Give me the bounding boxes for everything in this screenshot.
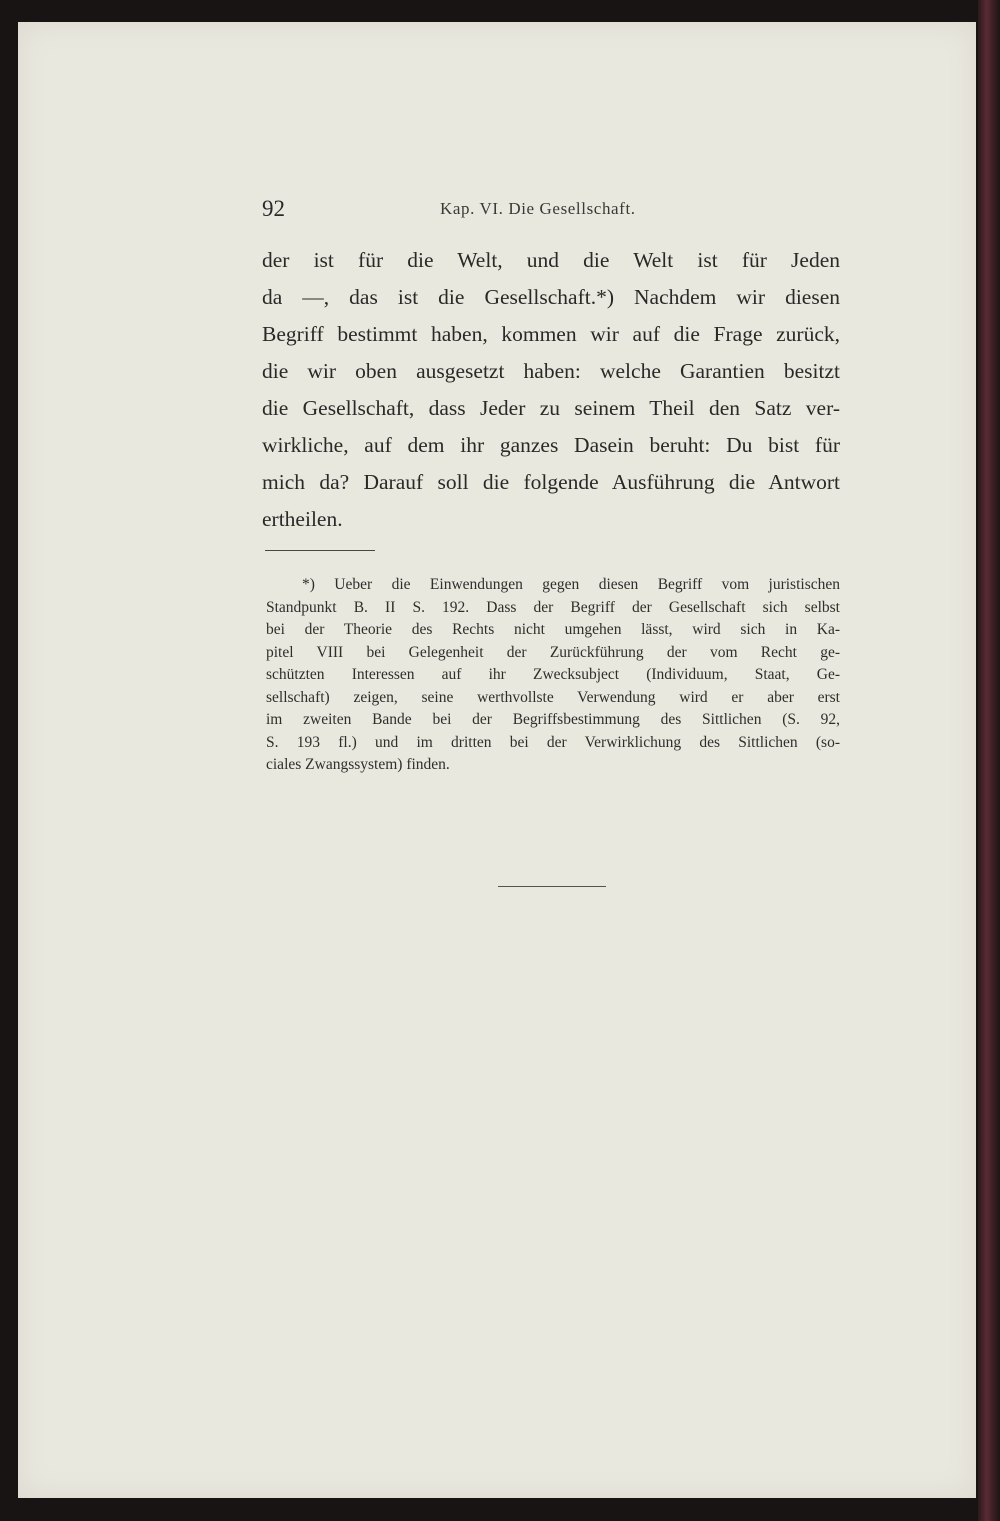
- footnote-line: ciales Zwangssystem) finden.: [266, 756, 450, 773]
- footnote: [266, 574, 840, 777]
- body-line: die Gesellschaft, dass Jeder zu seinem Theil den Satz ver-: [262, 396, 840, 420]
- body-line: wirkliche, auf dem ihr ganzes Dasein beruht: Du bist für: [262, 433, 840, 457]
- body-line: da —, das ist die Gesellschaft.*) Nachdem wir diesen: [262, 285, 840, 309]
- book-spine-edge: [978, 0, 1000, 1521]
- footnote-separator-rule: [265, 550, 375, 551]
- footnote-line: Standpunkt B. II S. 192. Dass der Begriff der Gesellschaft sich selbst: [266, 598, 840, 616]
- body-line: Begriff bestimmt haben, kommen wir auf die Frage zurück,: [262, 322, 840, 346]
- footnote-line: S. 193 fl.) und im dritten bei der Verwirklichung des Sittlichen (so-: [266, 733, 840, 751]
- running-head: [262, 196, 842, 226]
- chapter-title: Kap. VI. Die Gesellschaft.: [440, 199, 636, 218]
- footnote-line: *) Ueber die Einwendungen gegen diesen Begriff vom juristischen: [302, 576, 840, 593]
- footnote-line: im zweiten Bande bei der Begriffsbestimmung des Sittlichen (S. 92,: [266, 711, 840, 728]
- page-number: 92: [262, 196, 285, 221]
- footnote-line: pitel VIII bei Gelegenheit der Zurückführung der vom Recht ge-: [266, 643, 840, 661]
- footnote-line: bei der Theorie des Rechts nicht umgehen lässt, wird sich in Ka-: [266, 621, 840, 638]
- body-paragraph: [262, 242, 840, 538]
- body-line: ertheilen.: [262, 507, 343, 531]
- footnote-line: schützten Interessen auf ihr Zwecksubject (Individuum, Staat, Ge-: [266, 666, 840, 683]
- section-end-rule: [498, 886, 606, 887]
- body-line: mich da? Darauf soll die folgende Ausführung die Antwort: [262, 470, 840, 494]
- body-line: der ist für die Welt, und die Welt ist für Jeden: [262, 248, 840, 272]
- body-line: die wir oben ausgesetzt haben: welche Garantien besitzt: [262, 359, 840, 383]
- footnote-line: sellschaft) zeigen, seine werthvollste Verwendung wird er aber erst: [266, 688, 840, 706]
